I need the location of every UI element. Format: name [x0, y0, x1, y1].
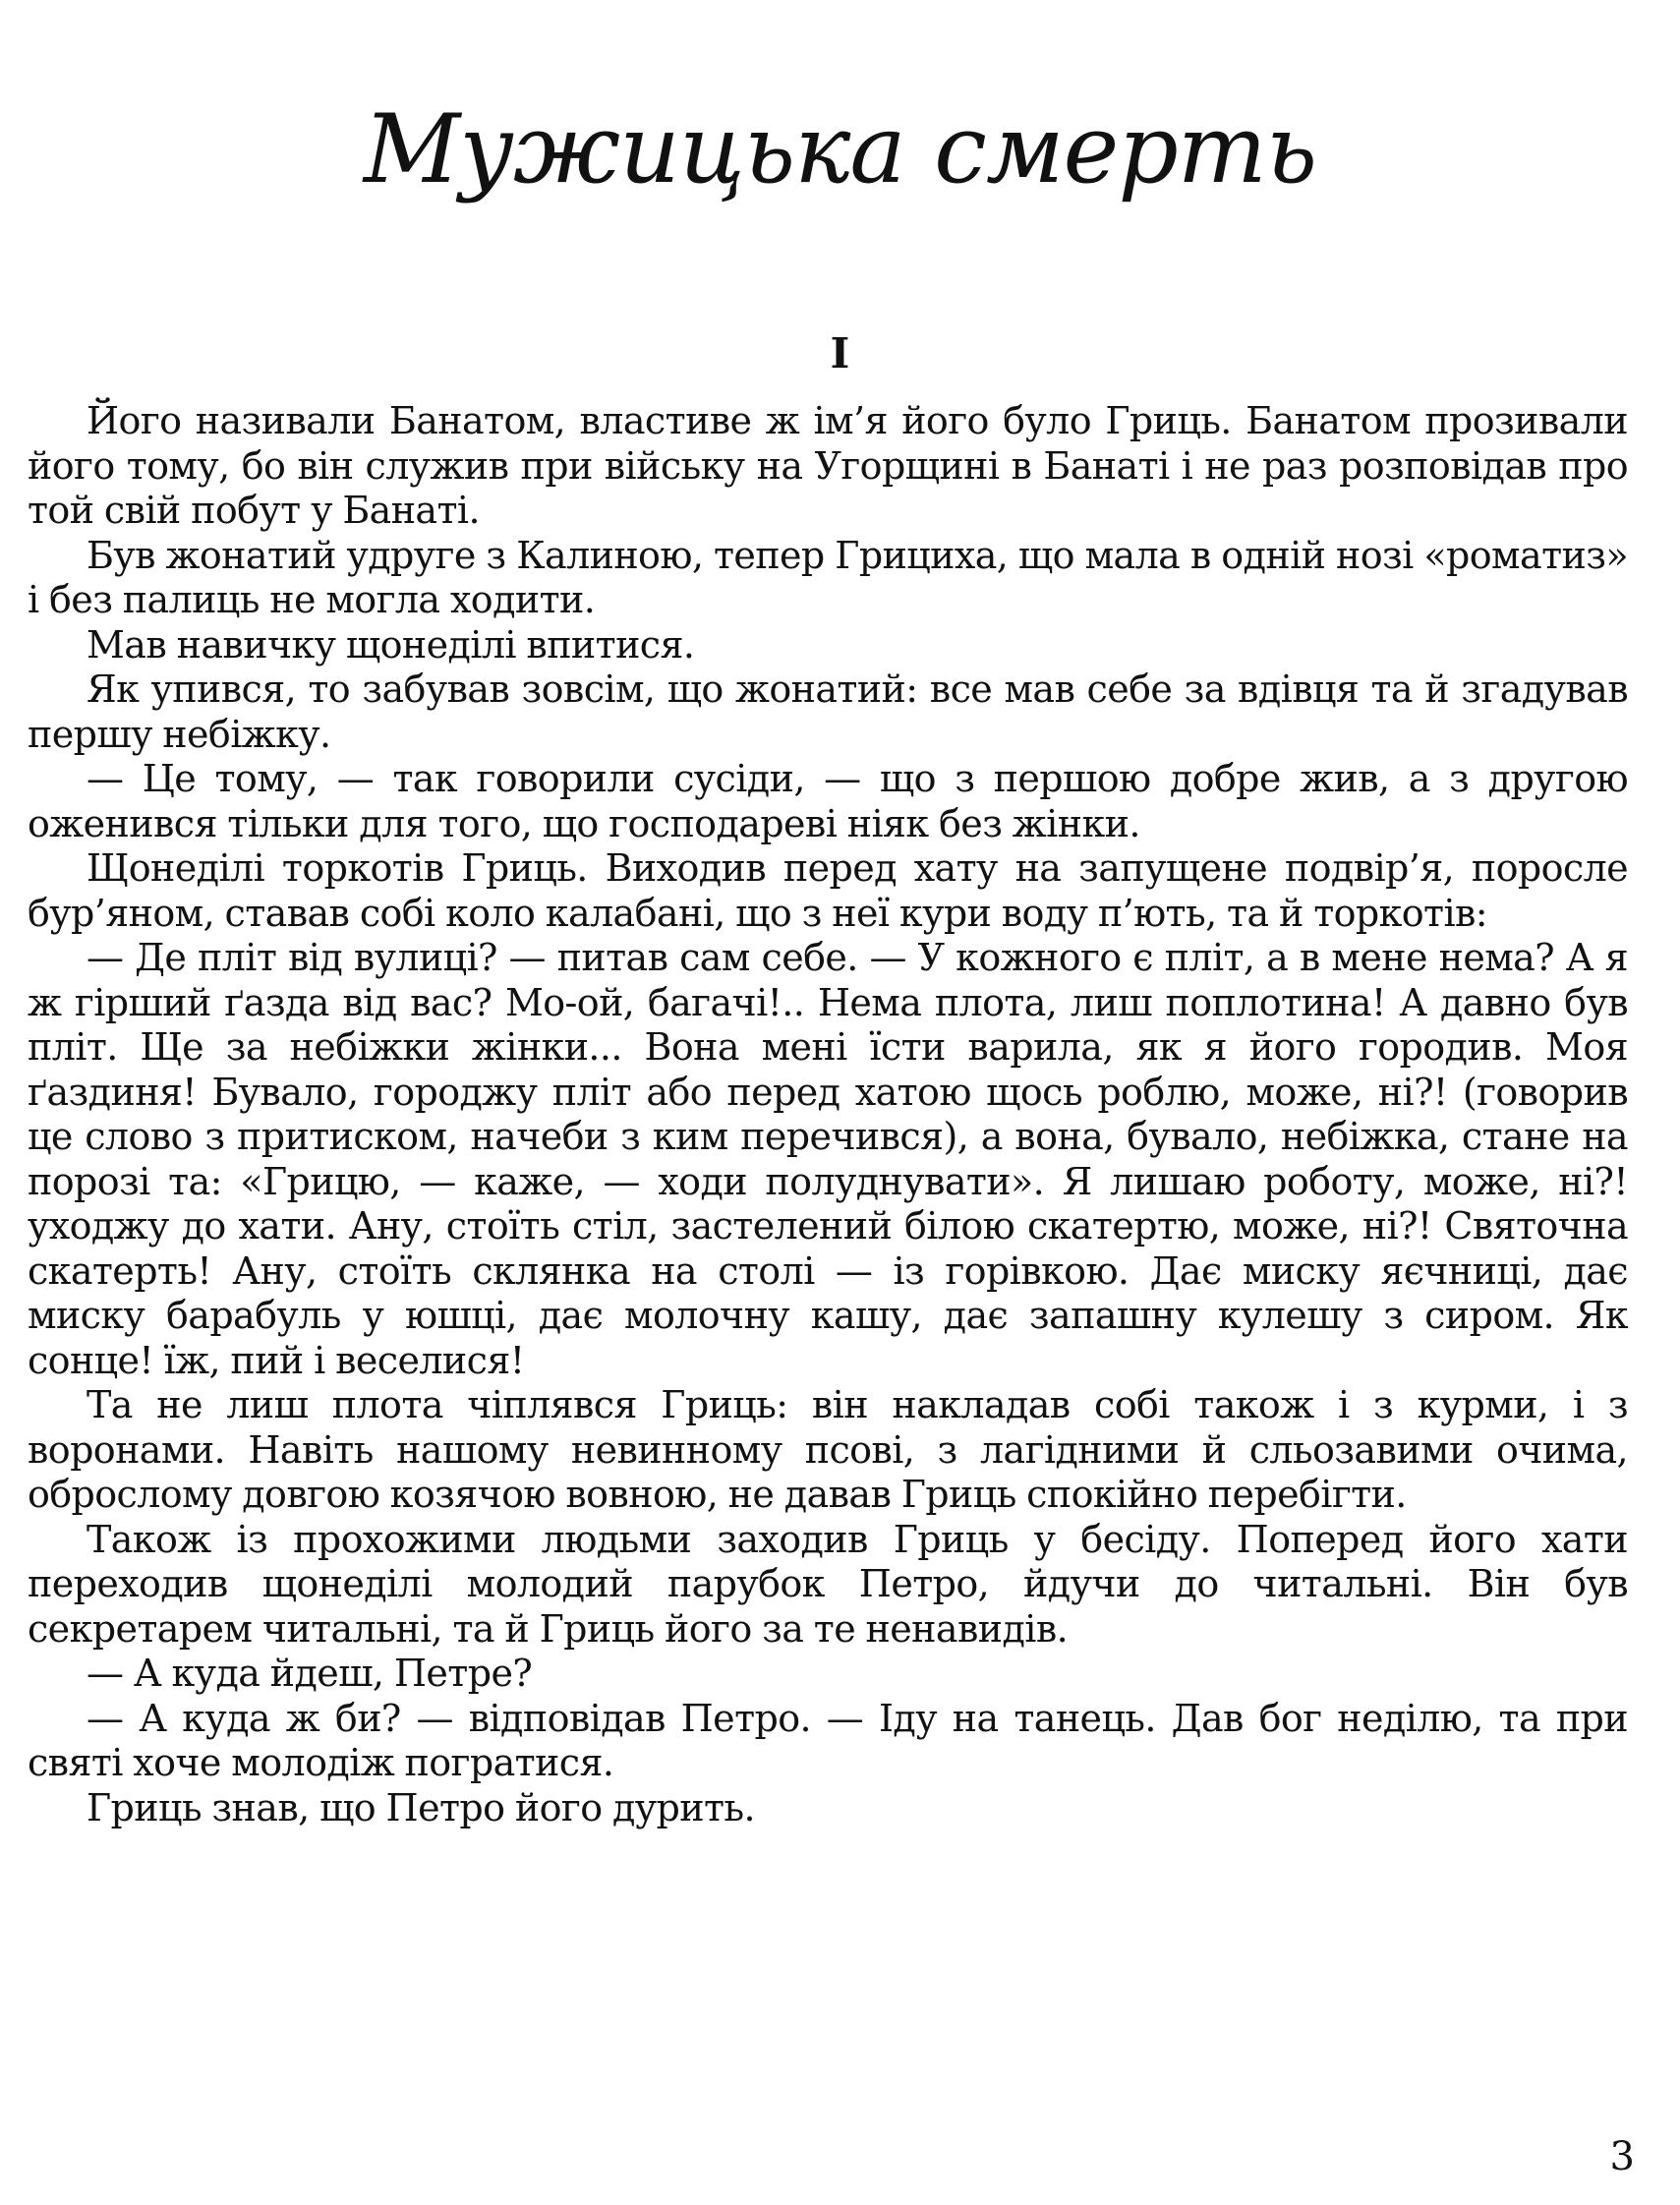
- paragraph: Щонеділі торкотів Гриць. Виходив перед хату на запущене подвір’я, поросле бур’яном, ставав собі коло калабані, що з неї кури воду п’ють, та й торкотів:: [28, 846, 1628, 935]
- paragraph: — А куда йдеш, Петре?: [87, 1652, 533, 1695]
- body-text: [28, 399, 1628, 1830]
- paragraph: Мав навичку щонеділі впитися.: [87, 622, 695, 667]
- paragraph: Як упився, то забував зовсім, що жонатий: все мав себе за вдівця та й згадував першу небіжку.: [28, 667, 1628, 756]
- page-number: 3: [1609, 2134, 1635, 2179]
- paragraph: — Де пліт від вулиці? — питав сам себе. — У кожного є пліт, а в мене нема? А я ж гірший ґазда від вас? Мо-ой, багачі!.. Нема плота, лиш поплотина! А давно був пліт. Ще за небіжки жінки... Вона мені їсти варила, як я його городив. Моя ґаздиня! Бувало, городжу пліт або перед хатою щось роблю, може, ні?! (говорив це слово з притиском, начеби з ким перечився), а вона, бувало, небіжка, стане на порозі та: «Грицю, — каже, — ходи полуднувати». Я лишаю роботу, може, ні?! уходжу до хати. Ану, стоїть стіл, застелений білою скатертю, може, ні?! Святочна скатерть! Ану, стоїть склянка на столі — із горівкою. Дає миску яєчниці, дає миску барабуль у юшці, дає молочну кашу, дає запашну кулешу з сиром. Як сонце! їж, пий і веселися!: [28, 936, 1628, 1382]
- paragraph: Та не лиш плота чіплявся Гриць: він накладав собі також і з курми, і з воронами. Навіть нашому невинному псові, з лагідними й сльозавими очима, оброслому довгою козячою вовною, не давав Гриць спокійно перебігти.: [28, 1383, 1628, 1516]
- paragraph: — А куда ж би? — відповідав Петро. — Іду на танець. Дав бог неділю, та при святі хоче молодіж погратися.: [28, 1696, 1628, 1784]
- paragraph: Також із прохожими людьми заходив Гриць у бесіду. Поперед його хати переходив щонеділі молодий парубок Петро, йдучи до читальні. Він був секретарем читальні, та й Гриць його за те ненавидів.: [28, 1517, 1628, 1651]
- paragraph: — Це тому, — так говорили сусіди, — що з першою добре жив, а з другою оженився тільки для того, що господареві ніяк без жінки.: [28, 757, 1628, 845]
- paragraph: Його називали Банатом, властиве ж ім’я його було Гриць. Банатом прозивали його тому, бо він служив при війську на Угорщині в Банаті і не раз розповідав про той свій побут у Банаті.: [28, 399, 1628, 532]
- section-heading: I: [830, 329, 850, 377]
- paragraph: Був жонатий удруге з Калиною, тепер Грициха, що мала в одній нозі «роматиз» і без палиць не могла ходити.: [28, 533, 1628, 621]
- page-title: Мужицька смерть: [363, 94, 1317, 204]
- paragraph: Гриць знав, що Петро його дурить.: [87, 1785, 755, 1829]
